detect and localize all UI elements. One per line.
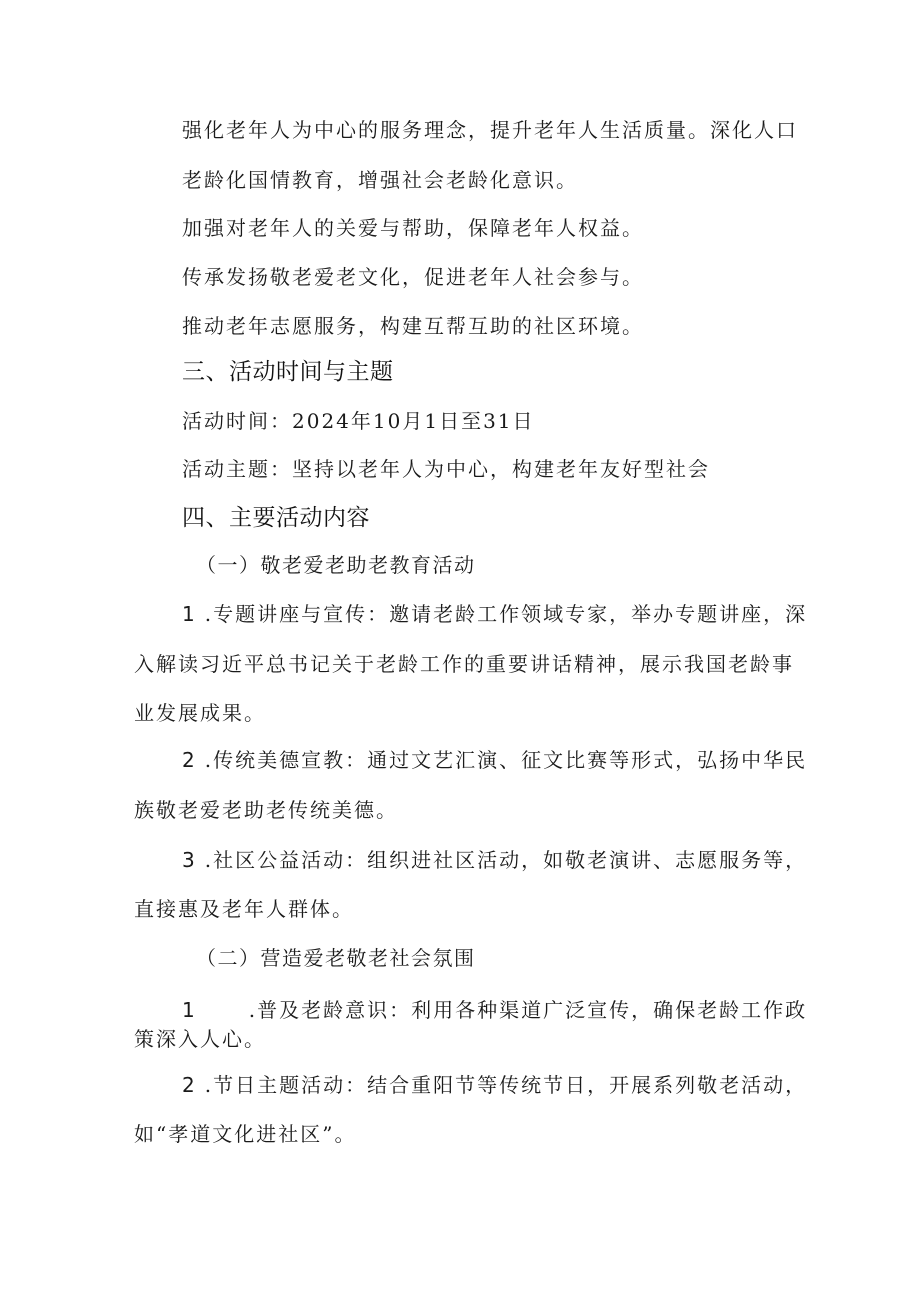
sub2-item-1-line-1 — [182, 996, 807, 1024]
sub2-item-1-text: .普及老龄意识：利用各种渠道广泛宣传，确保老龄工作政 — [248, 998, 808, 1022]
sub1-item-1-line-1 — [182, 600, 807, 628]
activity-theme: 活动主题：坚持以老年人为中心，构建老年友好型社会 — [182, 457, 710, 481]
objective-line-5: 推动老年志愿服务，构建互帮互助的社区环境。 — [182, 314, 644, 338]
sub1-item-3-text: .社区公益活动：组织进社区活动，如敬老演讲、志愿服务等， — [204, 848, 808, 872]
sub2-item-2-number: 2 — [182, 1073, 195, 1097]
sub1-item-2-line-2: 族敬老爱老助老传统美德。 — [134, 798, 398, 822]
subsection-2-title: （二）营造爱老敬老社会氛围 — [196, 946, 476, 970]
sub1-item-2-line-1 — [182, 746, 807, 774]
sub1-item-1-text: .专题讲座与宣传：邀请老龄工作领域专家，举办专题讲座，深 — [204, 602, 808, 626]
objective-line-3: 加强对老年人的关爱与帮助，保障老年人权益。 — [182, 216, 644, 240]
section-3-heading: 三、活动时间与主题 — [182, 359, 394, 385]
sub1-item-3-number: 3 — [182, 848, 195, 872]
sub1-item-1-line-2: 入解读习近平总书记关于老龄工作的重要讲话精神，展示我国老龄事 — [134, 652, 794, 676]
objective-line-4: 传承发扬敬老爱老文化，促进老年人社会参与。 — [182, 265, 644, 289]
sub2-item-1-line-2: 策深入人心。 — [134, 1027, 266, 1051]
sub2-item-1-number: 1 — [182, 998, 195, 1022]
sub2-item-2-line-1 — [182, 1071, 807, 1099]
objective-line-1: 强化老年人为中心的服务理念，提升老年人生活质量。深化人口 — [182, 118, 798, 142]
section-4-heading: 四、主要活动内容 — [182, 505, 370, 531]
sub2-item-2-text: .节日主题活动：结合重阳节等传统节日，开展系列敬老活动， — [204, 1073, 808, 1097]
sub2-item-2-line-2: 如“孝道文化进社区”。 — [134, 1122, 357, 1146]
activity-time: 活动时间：2024年10月1日至31日 — [182, 409, 535, 433]
subsection-1-title: （一）敬老爱老助老教育活动 — [196, 553, 476, 577]
sub1-item-3-line-2: 直接惠及老年人群体。 — [134, 897, 354, 921]
sub1-item-3-line-1 — [182, 846, 807, 874]
objective-line-2: 老龄化国情教育，增强社会老龄化意识。 — [182, 168, 578, 192]
sub1-item-2-number: 2 — [182, 748, 195, 772]
sub1-item-2-text: .传统美德宣教：通过文艺汇演、征文比赛等形式，弘扬中华民 — [204, 748, 808, 772]
sub1-item-1-line-3: 业发展成果。 — [134, 701, 266, 725]
sub1-item-1-number: 1 — [182, 602, 195, 626]
